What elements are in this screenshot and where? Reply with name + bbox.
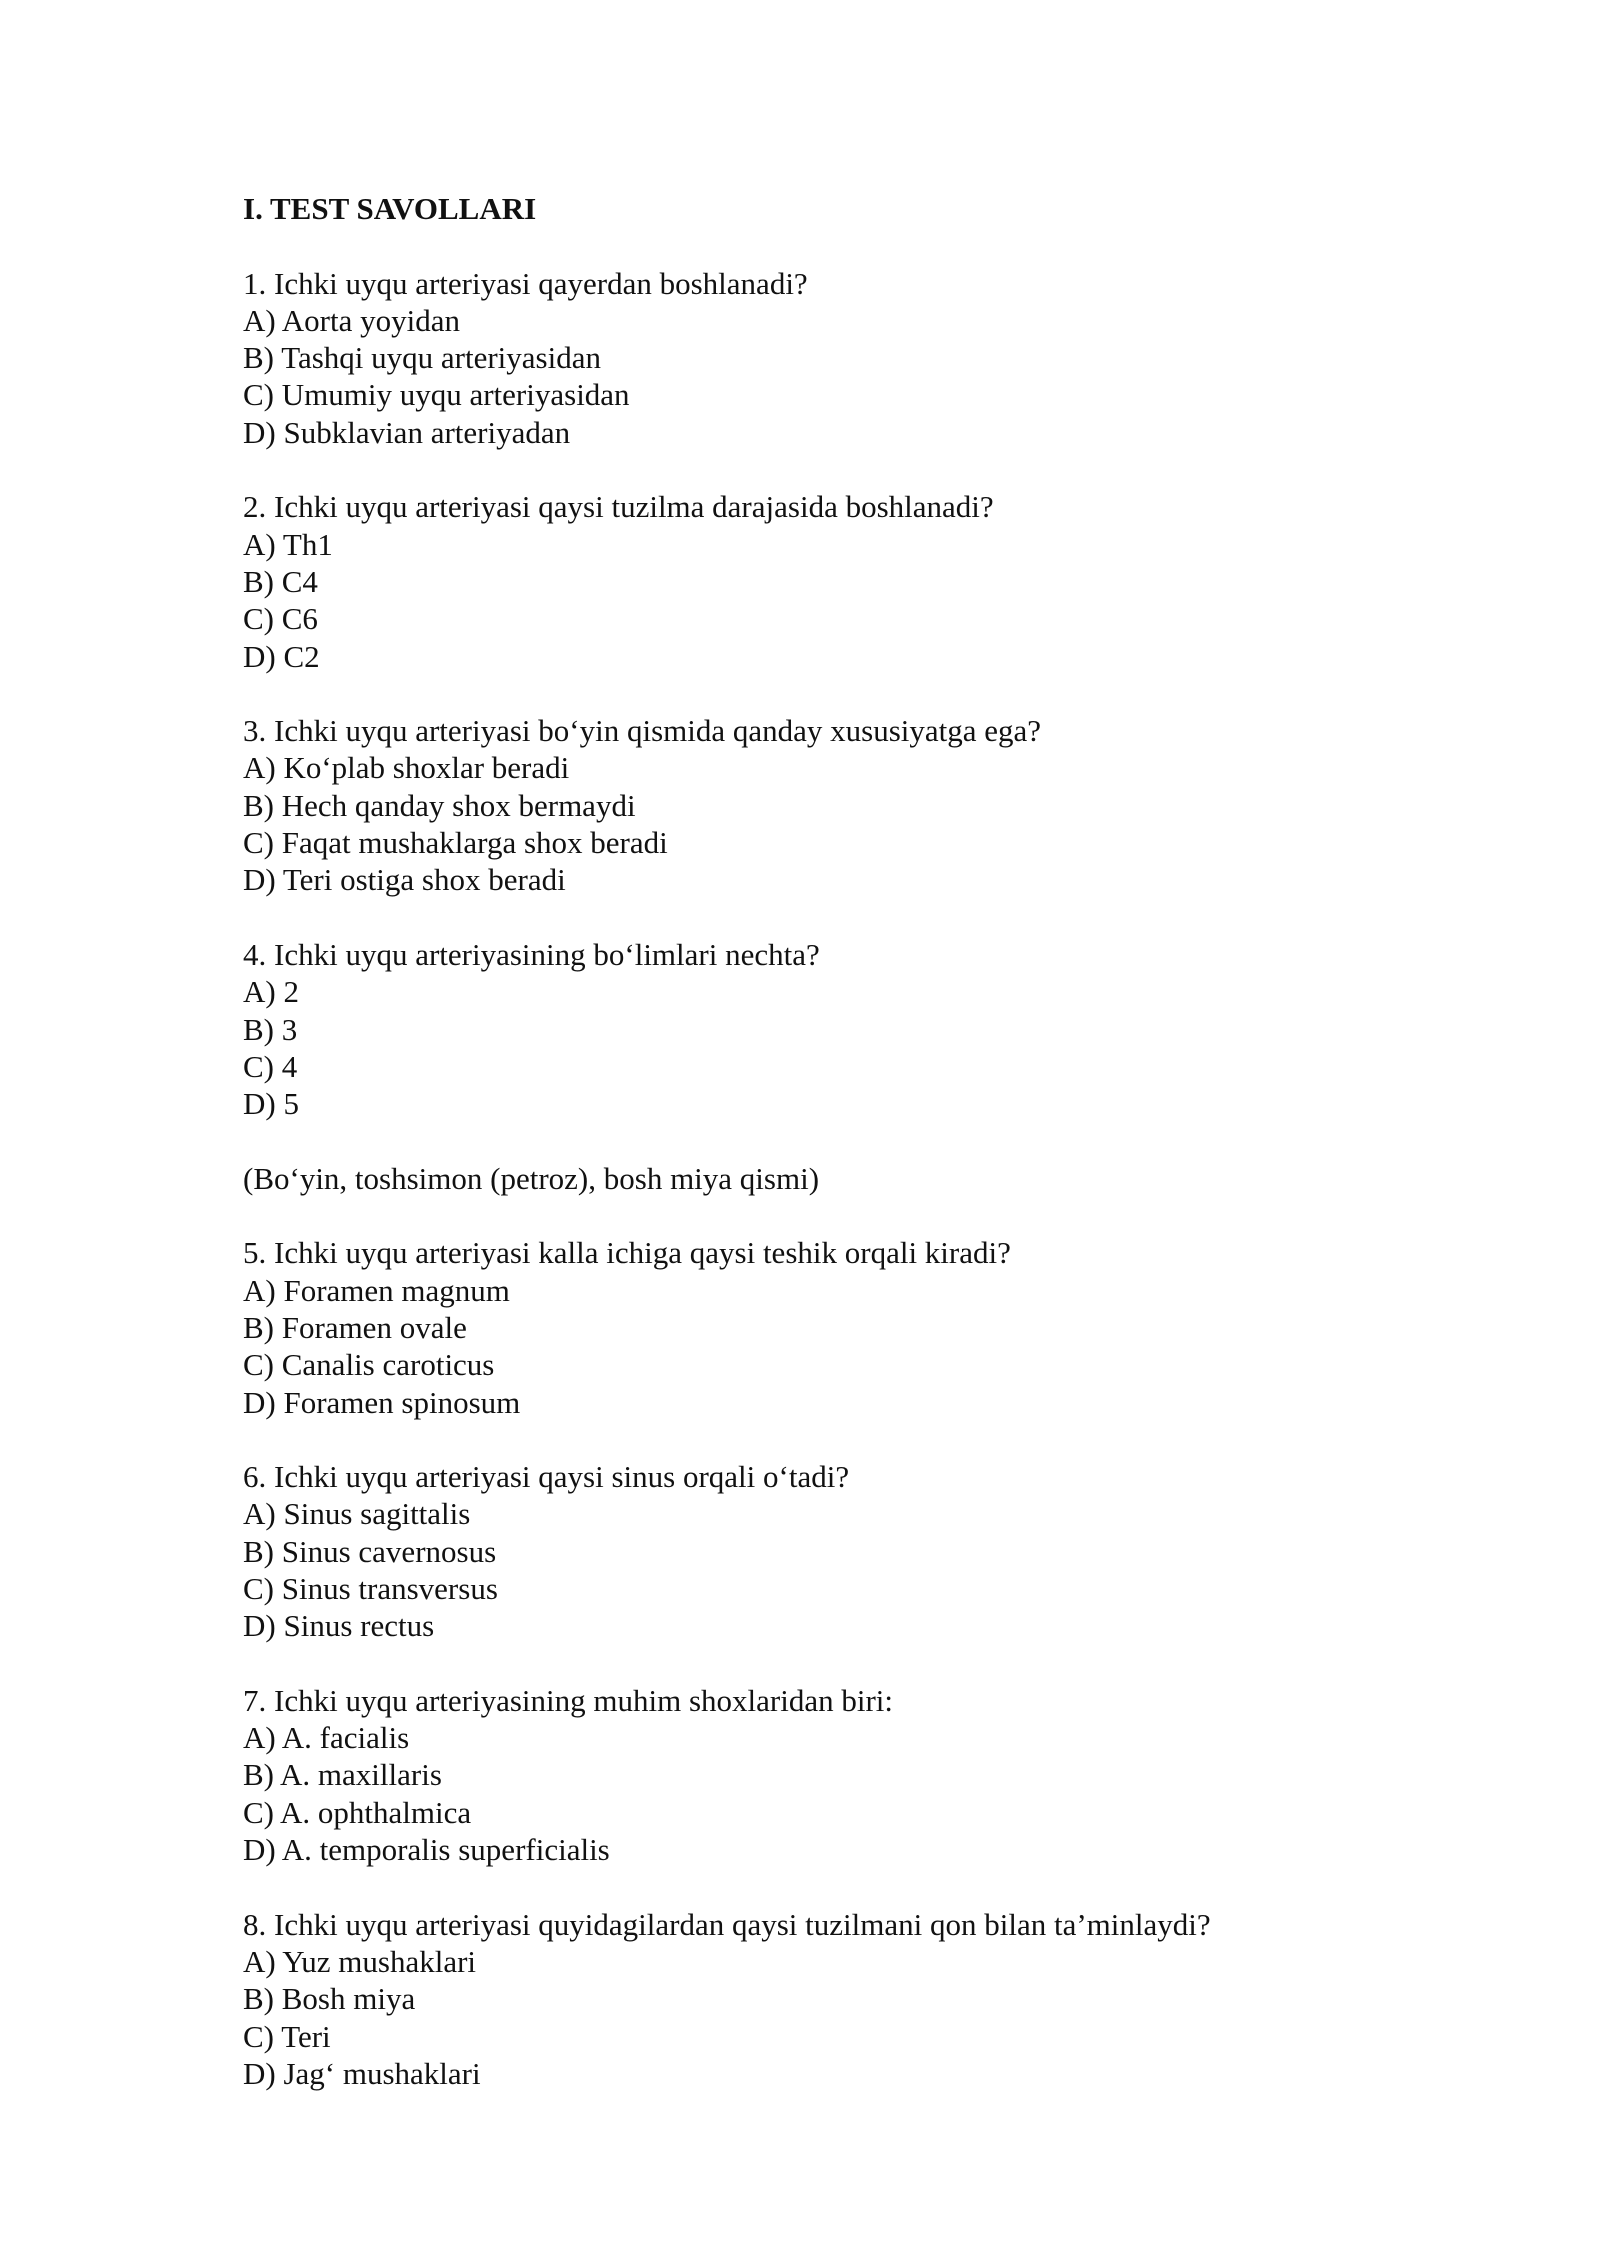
question-text: 1. Ichki uyqu arteriyasi qayerdan boshlanadi?	[243, 265, 808, 301]
spacer	[243, 1421, 1443, 1458]
answer-option: A) 2	[243, 974, 299, 1010]
answer-option: C) Sinus transversus	[243, 1570, 498, 1606]
answer-option: B) Tashqi uyqu arteriyasidan	[243, 340, 601, 376]
answer-option: D) Sinus rectus	[243, 1608, 435, 1644]
question-block	[243, 1234, 1443, 1420]
question-block	[243, 488, 1443, 674]
answer-option: A) Aorta yoyidan	[243, 302, 460, 338]
spacer	[243, 451, 1443, 488]
question-block	[243, 1458, 1443, 1644]
question-block	[243, 1906, 1443, 2092]
question-text: 3. Ichki uyqu arteriyasi bo‘yin qismida qanday xususiyatga ega?	[243, 713, 1042, 749]
answer-option: B) 3	[243, 1011, 298, 1047]
document-body	[243, 190, 1443, 2092]
question-block	[243, 712, 1443, 898]
answer-option: D) 5	[243, 1086, 299, 1122]
spacer	[243, 1868, 1443, 1905]
spacer	[243, 675, 1443, 712]
answer-option: B) Bosh miya	[243, 1981, 416, 2017]
question-text: 7. Ichki uyqu arteriyasining muhim shoxlaridan biri:	[243, 1682, 894, 1718]
spacer	[243, 1122, 1443, 1159]
answer-option: A) Foramen magnum	[243, 1272, 510, 1308]
answer-option: C) Canalis caroticus	[243, 1347, 495, 1383]
answer-option: A) Th1	[243, 526, 333, 562]
question-text: 4. Ichki uyqu arteriyasining bo‘limlari nechta?	[243, 936, 820, 972]
answer-option: B) A. maxillaris	[243, 1757, 442, 1793]
spacer	[243, 227, 1443, 264]
question-text: 5. Ichki uyqu arteriyasi kalla ichiga qaysi teshik orqali kiradi?	[243, 1235, 1011, 1271]
answer-option: D) Jag‘ mushaklari	[243, 2055, 481, 2091]
question-text: 6. Ichki uyqu arteriyasi qaysi sinus orqali o‘tadi?	[243, 1459, 850, 1495]
answer-option: D) Teri ostiga shox beradi	[243, 862, 566, 898]
answer-option: C) Teri	[243, 2018, 331, 2054]
question-block	[243, 936, 1443, 1122]
answer-option: A) Yuz mushaklari	[243, 1943, 477, 1979]
answer-option: B) Foramen ovale	[243, 1309, 467, 1345]
answer-option: C) Umumiy uyqu arteriyasidan	[243, 377, 630, 413]
answer-option: C) C6	[243, 601, 318, 637]
answer-option: A) Sinus sagittalis	[243, 1496, 471, 1532]
spacer	[243, 1645, 1443, 1682]
answer-option: B) C4	[243, 563, 318, 599]
answer-option: B) Hech qanday shox bermaydi	[243, 787, 636, 823]
question-block	[243, 265, 1443, 451]
question-text: 8. Ichki uyqu arteriyasi quyidagilardan qaysi tuzilmani qon bilan ta’minlaydi?	[243, 1906, 1211, 1942]
section-title: I. TEST SAVOLLARI	[243, 191, 537, 226]
answer-note: (Bo‘yin, toshsimon (petroz), bosh miya qismi)	[243, 1160, 820, 1196]
answer-option: C) 4	[243, 1048, 298, 1084]
answer-option: D) Foramen spinosum	[243, 1384, 521, 1420]
answer-option: C) A. ophthalmica	[243, 1794, 472, 1830]
answer-option: B) Sinus cavernosus	[243, 1533, 497, 1569]
spacer	[243, 1197, 1443, 1234]
answer-option: D) C2	[243, 638, 320, 674]
question-block	[243, 1682, 1443, 1868]
answer-option: D) A. temporalis superficialis	[243, 1832, 610, 1868]
answer-option: D) Subklavian arteriyadan	[243, 414, 571, 450]
spacer	[243, 899, 1443, 936]
answer-option: C) Faqat mushaklarga shox beradi	[243, 825, 668, 861]
answer-option: A) A. facialis	[243, 1720, 410, 1756]
answer-option: A) Ko‘plab shoxlar beradi	[243, 750, 570, 786]
question-text: 2. Ichki uyqu arteriyasi qaysi tuzilma darajasida boshlanadi?	[243, 489, 994, 525]
